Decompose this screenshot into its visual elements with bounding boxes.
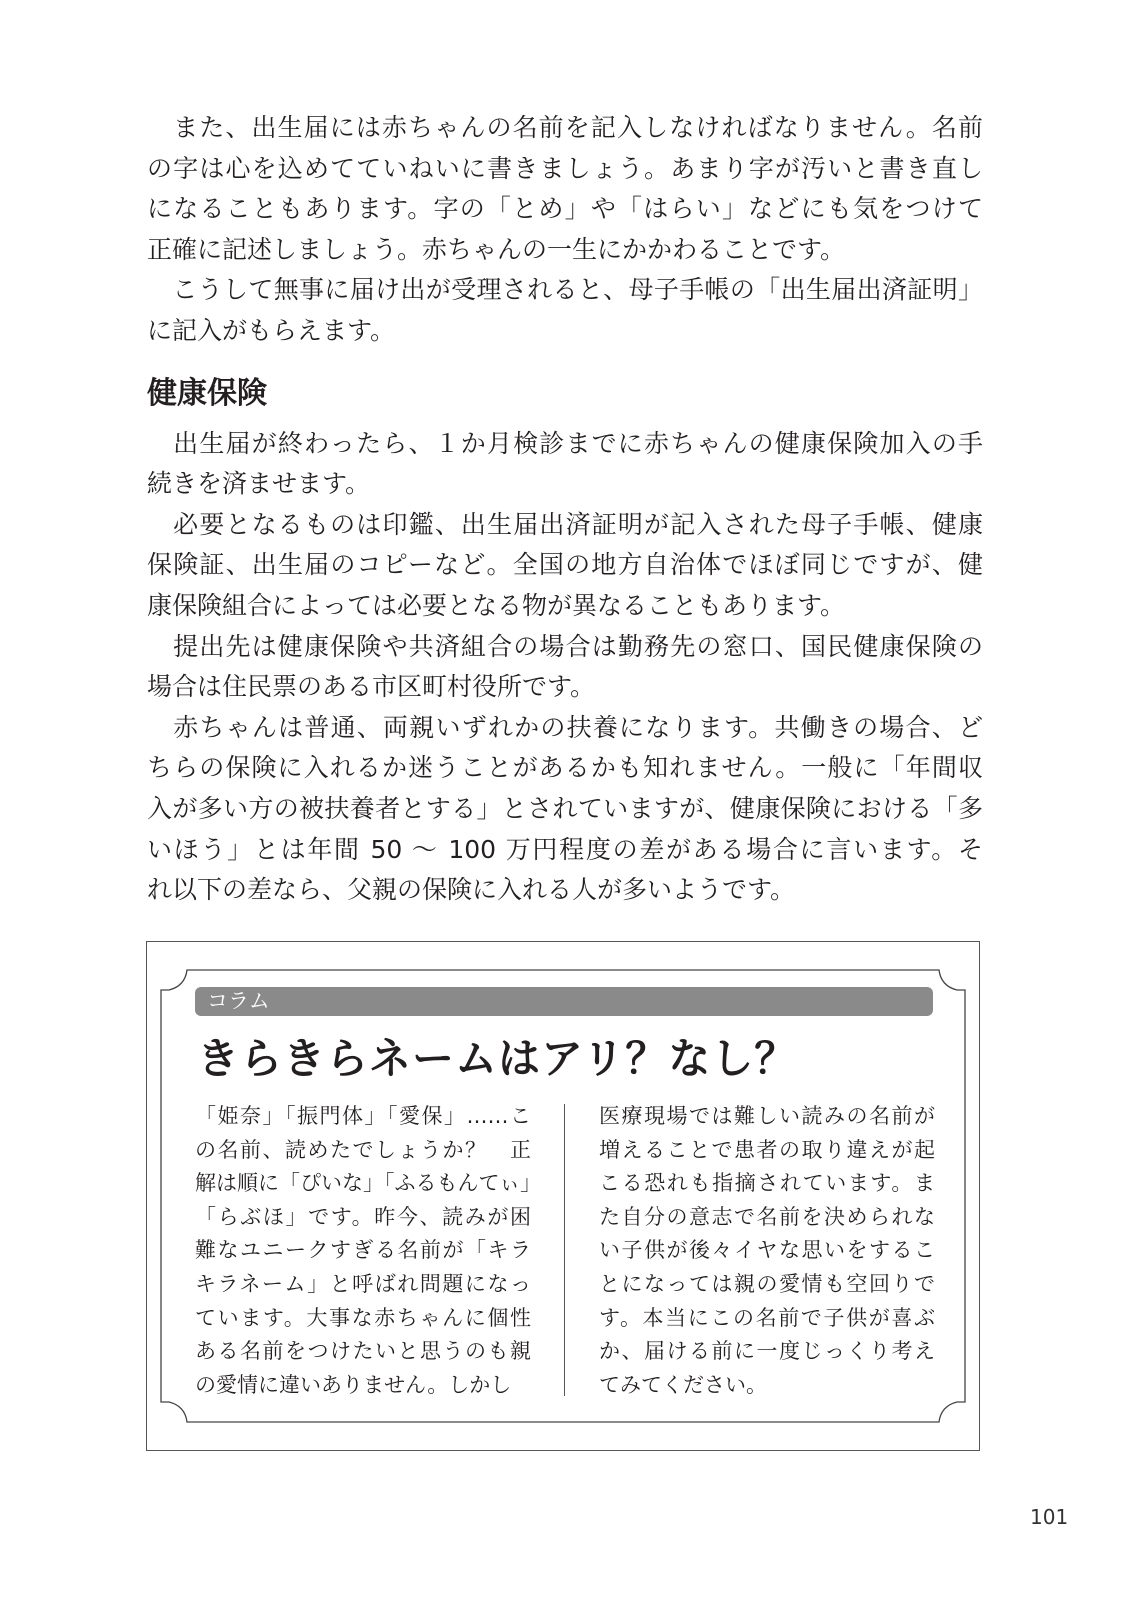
column-divider — [564, 1104, 565, 1396]
column-right-text — [599, 1100, 935, 1402]
text-line: 続きを済ませます。 — [147, 469, 371, 499]
text-line: キラネーム」と呼ばれ問題になっ — [195, 1271, 531, 1296]
section-health-insurance — [147, 424, 983, 911]
paragraph — [147, 627, 983, 708]
column-left-text — [195, 1100, 542, 1402]
paragraph — [147, 424, 983, 505]
text-line: 保険証、出生届のコピーなど。全国の地方自治体でほぼ同じですが、健 — [147, 550, 983, 580]
paragraph — [147, 505, 983, 627]
text-line: てみてください。 — [599, 1372, 767, 1397]
page-number: 101 — [1030, 1505, 1069, 1529]
paragraph — [599, 1100, 935, 1402]
text-line: 必要となるものは印鑑、出生届出済証明が記入された母子手帳、健康 — [147, 509, 983, 539]
text-line: い子供が後々イヤな思いをするこ — [599, 1238, 935, 1263]
column-label: コラム — [195, 987, 933, 1016]
text-line: 「らぶほ」です。昨今、読みが困 — [195, 1204, 531, 1229]
text-line: また、出生届には赤ちゃんの名前を記入しなければなりません。名前 — [147, 113, 983, 142]
text-line: 康保険組合によっては必要となる物が異なることもあります。 — [147, 590, 846, 620]
text-line: 入が多い方の被扶養者とする」とされていますが、健康保険における「多 — [147, 793, 983, 823]
text-line: になることもあります。字の「とめ」や「はらい」などにも気をつけて — [147, 194, 983, 224]
text-line: ちらの保険に入れるか迷うことがあるかも知れません。一般に「年間収 — [147, 753, 983, 783]
text-line: 「姫奈」「振門体」「愛保」……こ — [195, 1104, 531, 1128]
text-line: ある名前をつけたいと思うのも親 — [195, 1339, 531, 1364]
text-line: た自分の意志で名前を決められな — [599, 1204, 935, 1229]
text-line: こうして無事に届け出が受理されると、母子手帳の「出生届出済証明」 — [147, 275, 983, 305]
section-intro — [147, 108, 983, 352]
text-line: の字は心を込めてていねいに書きましょう。あまり字が汚いと書き直し — [147, 153, 983, 183]
text-line: 赤ちゃんは普通、両親いずれかの扶養になります。共働きの場合、ど — [147, 712, 983, 742]
text-line: 場合は住民票のある市区町村役所です。 — [147, 672, 596, 702]
paragraph — [195, 1100, 542, 1402]
paragraph — [147, 270, 983, 351]
text-line: す。本当にこの名前で子供が喜ぶ — [599, 1305, 935, 1330]
section-heading: 健康保険 — [147, 375, 267, 411]
text-line: の名前、読めたでしょうか？ 正 — [195, 1137, 531, 1162]
text-line: 出生届が終わったら、１か月検診までに赤ちゃんの健康保険加入の手 — [147, 428, 983, 458]
text-line: こる恐れも指摘されています。ま — [599, 1171, 935, 1196]
text-line: 増えることで患者の取り違えが起 — [599, 1137, 935, 1162]
text-line: とになっては親の愛情も空回りで — [599, 1271, 935, 1296]
text-line: 正確に記述しましょう。赤ちゃんの一生にかかわることです。 — [147, 234, 846, 264]
text-line: れ以下の差なら、父親の保険に入れる人が多いようです。 — [147, 875, 796, 905]
text-line: ています。大事な赤ちゃんに個性 — [195, 1305, 531, 1330]
column-box — [146, 941, 980, 1451]
text-line: 医療現場では難しい読みの名前が — [599, 1104, 935, 1128]
text-line: 提出先は健康保険や共済組合の場合は勤務先の窓口、国民健康保険の — [147, 631, 983, 661]
paragraph — [147, 108, 983, 270]
text-line: か、届ける前に一度じっくり考え — [599, 1339, 935, 1364]
column-title: きらきらネームはアリ？なし？ — [197, 1034, 798, 1083]
text-line: の愛情に違いありません。しかし — [195, 1372, 512, 1397]
paragraph — [147, 708, 983, 911]
main-text — [147, 108, 983, 911]
text-line: 解は順に「ぴいな」「ふるもんてぃ」 — [195, 1171, 542, 1196]
text-line: 難なユニークすぎる名前が「キラ — [195, 1238, 531, 1263]
text-line: いほう」とは年間 50 ～ 100 万円程度の差がある場合に言います。そ — [147, 834, 983, 864]
text-line: に記入がもらえます。 — [147, 315, 396, 345]
